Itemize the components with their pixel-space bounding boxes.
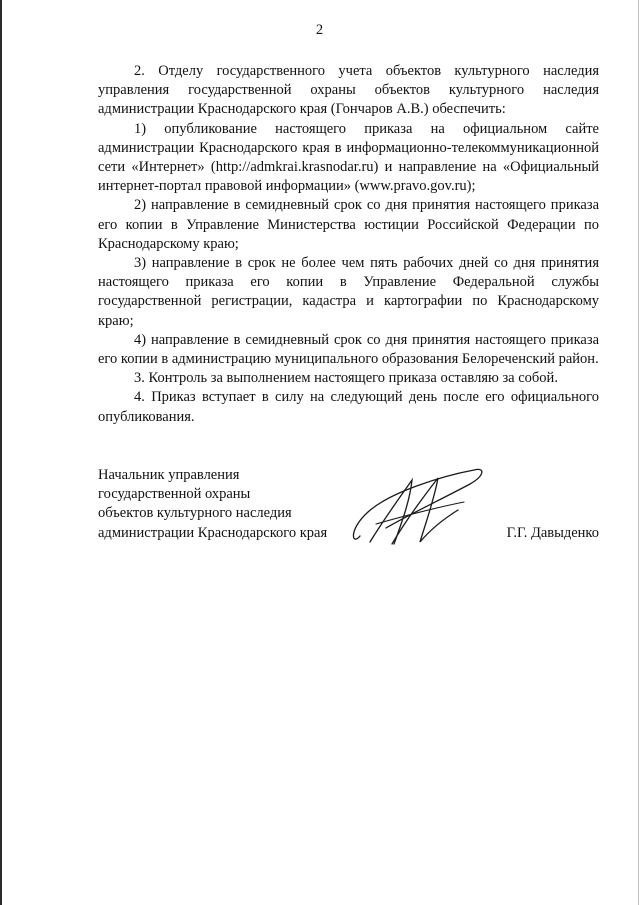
- paragraph-2-item-3: 3) направление в срок не более чем пять рабочих дней со дня принятия настоящего приказа его копии в Управление Федеральной службы государственной регистрации, кадастра и картографии по Краснодарскому краю;: [98, 255, 599, 329]
- paragraph-2: 2. Отделу государственного учета объектов культурного наследия управления государственной охраны объектов культурного наследия администрации Краснодарского края (Гончаров А.В.) обеспечить:: [98, 63, 599, 118]
- handwritten-signature: [346, 464, 486, 552]
- page-number: 2: [315, 22, 324, 38]
- paragraph-2-item-2: 2) направление в семидневный срок со дня принятия настоящего приказа его копии в Управление Министерства юстиции Российской Федерации по Краснодарскому краю;: [98, 197, 599, 252]
- signatory-title-line: Начальник управления: [98, 467, 240, 483]
- signatory-title-line: объектов культурного наследия: [98, 505, 292, 522]
- paragraph-3: 3. Контроль за выполнением настоящего приказа оставляю за собой.: [134, 370, 558, 387]
- paragraph-2-item-1: 1) опубликование настоящего приказа на официальном сайте администрации Краснодарского края в информационно-телекоммуникационной сети «Интернет» (http://admkrai.krasnodar.ru) и направление на «Официальный интернет-портал правовой информации» (www.pravo.gov.ru);: [98, 120, 599, 195]
- signatory-title-line: администрации Краснодарского края: [98, 524, 328, 541]
- paragraph-2-item-4: 4) направление в семидневный срок со дня принятия настоящего приказа его копии в администрацию муниципального образования Белореченский район.: [98, 331, 599, 368]
- page-left-edge: [0, 0, 2, 905]
- signature-block: [98, 466, 599, 543]
- signatory-name: Г.Г. Давыденко: [506, 524, 599, 541]
- signatory-title-line: государственной охраны: [98, 486, 251, 503]
- paragraph-4: 4. Приказ вступает в силу на следующий день после его официального опубликования.: [98, 389, 599, 425]
- document-body: [98, 62, 599, 427]
